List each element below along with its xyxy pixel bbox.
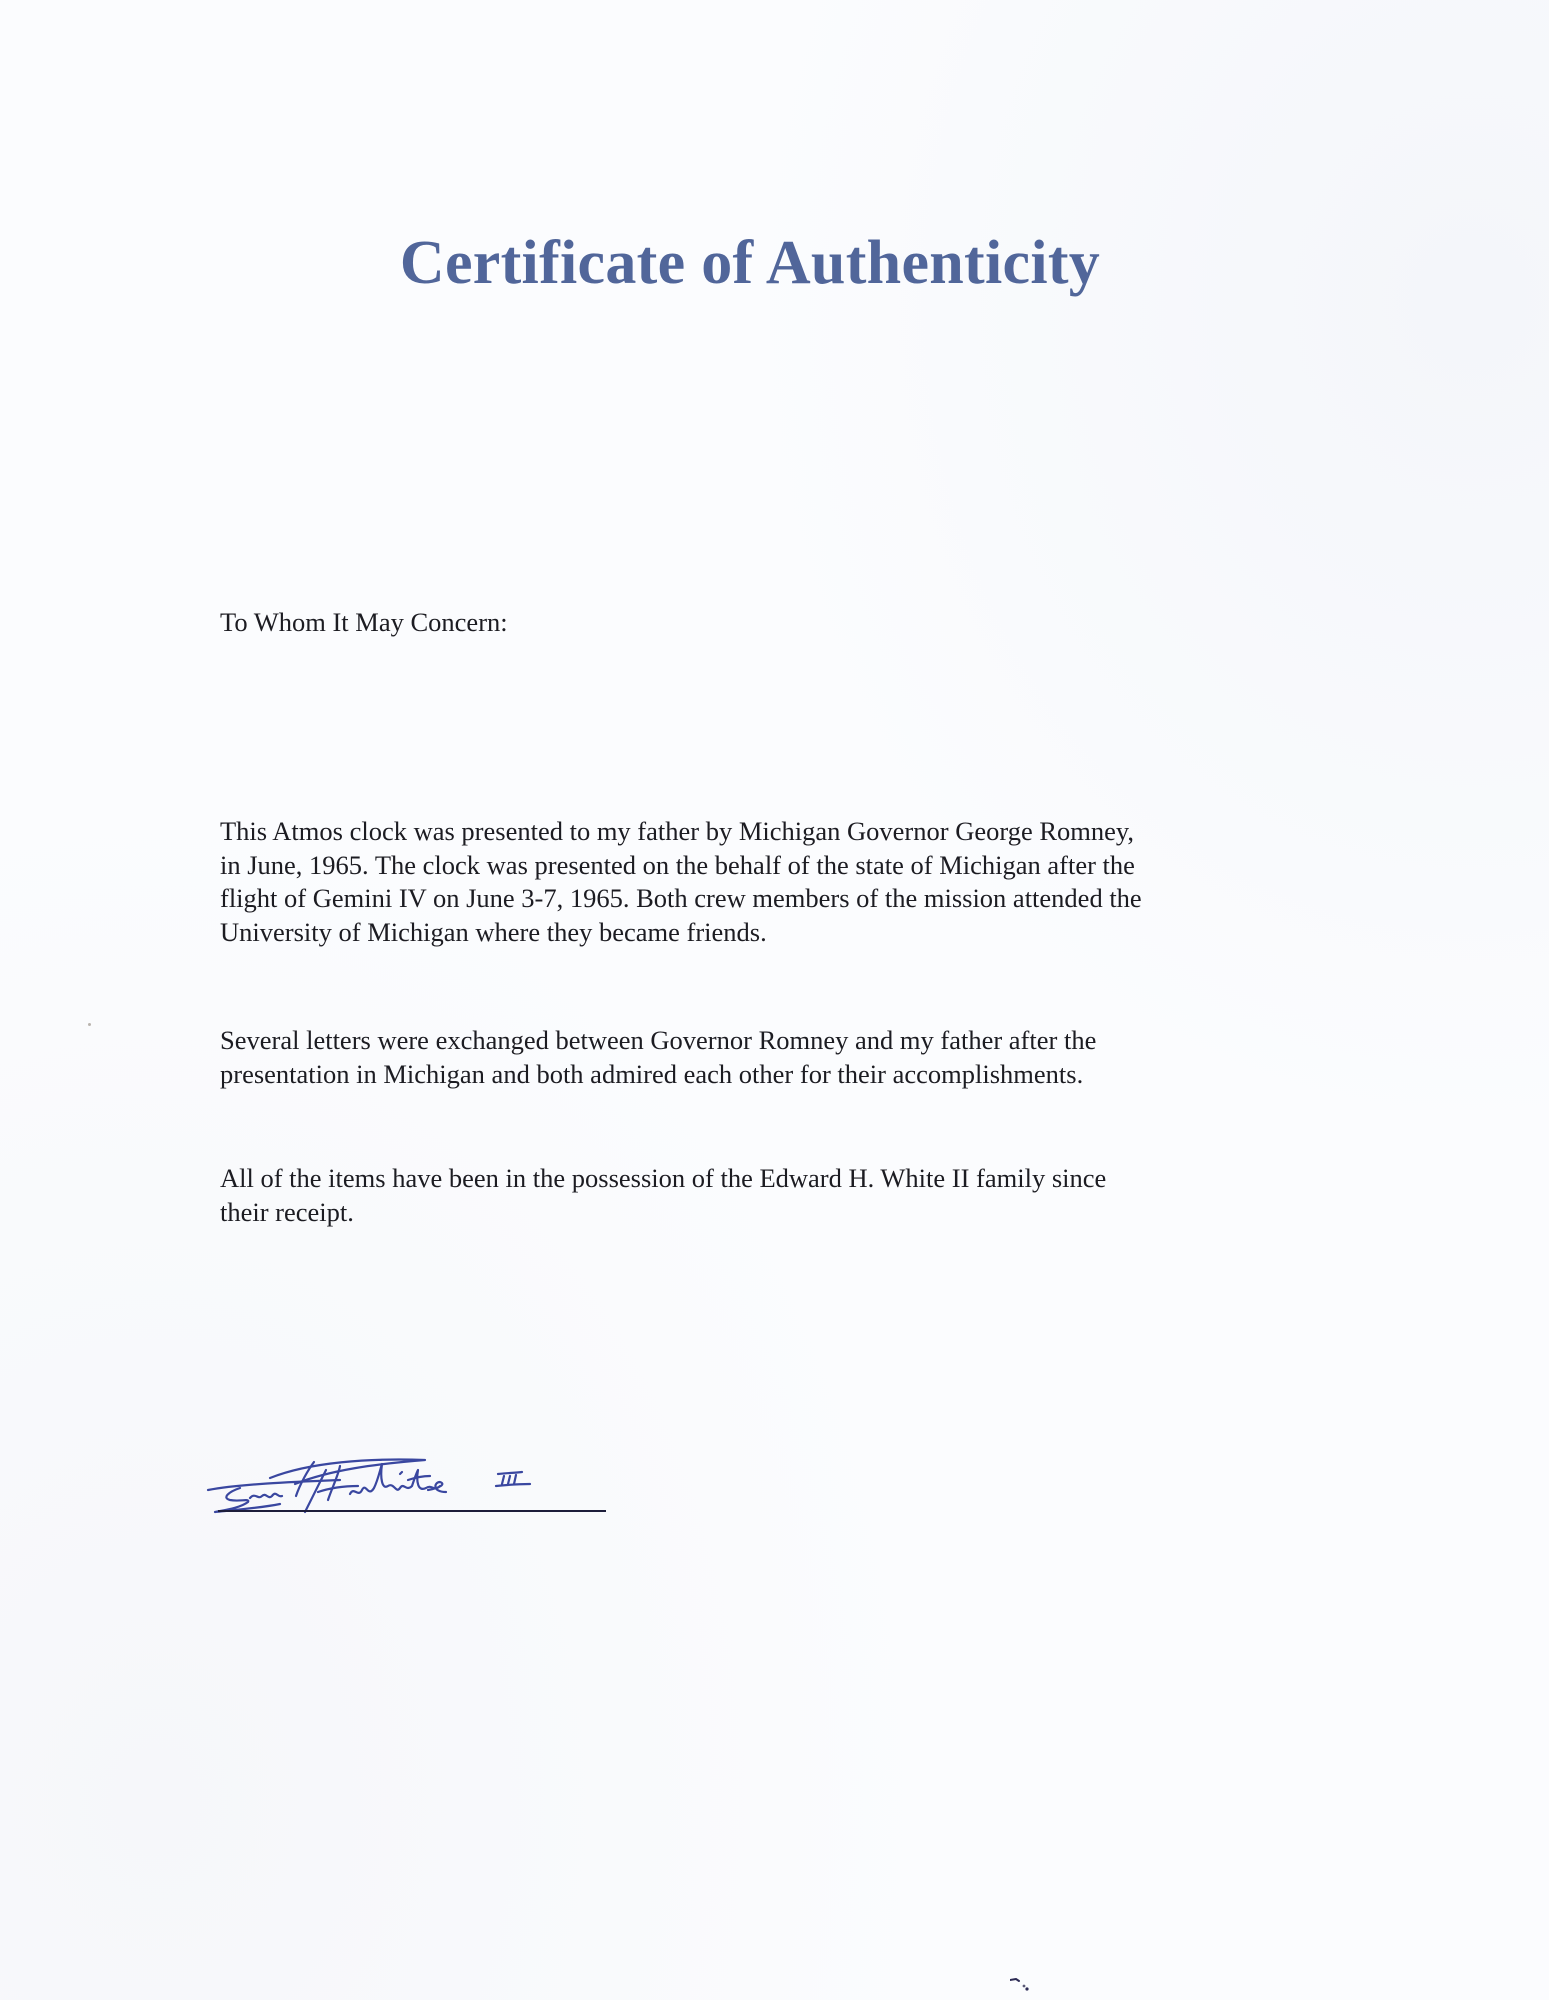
salutation: To Whom It May Concern:: [220, 607, 508, 637]
signature-block: [200, 1440, 610, 1520]
paragraph-line: This Atmos clock was presented to my father by Michigan Governor George Romney,: [220, 816, 1135, 846]
paragraph-line: in June, 1965. The clock was presented on the behalf of the state of Michigan after the: [220, 849, 1135, 880]
certificate-title: Certificate of Authenticity: [399, 229, 1101, 297]
signature-icon: [200, 1440, 610, 1525]
paragraph-line: their receipt.: [220, 1196, 354, 1227]
paragraph-clock-presentation: [220, 815, 1142, 949]
signature-line: [218, 1510, 606, 1512]
paragraph-line: All of the items have been in the possession of the Edward H. White II family since: [220, 1163, 1107, 1193]
paper-smudge: [1010, 1978, 1040, 1994]
paragraph-letters-exchanged: [220, 1024, 1096, 1091]
paper-speck: [88, 1023, 91, 1026]
paragraph-line: presentation in Michigan and both admired each other for their accomplishments.: [220, 1058, 1084, 1089]
paragraph-line: flight of Gemini IV on June 3-7, 1965. Both crew members of the mission attended the: [220, 883, 1142, 913]
paragraph-possession: [220, 1162, 1106, 1229]
paragraph-line: Several letters were exchanged between Governor Romney and my father after the: [220, 1025, 1097, 1055]
paragraph-line: University of Michigan where they became friends.: [220, 916, 767, 947]
